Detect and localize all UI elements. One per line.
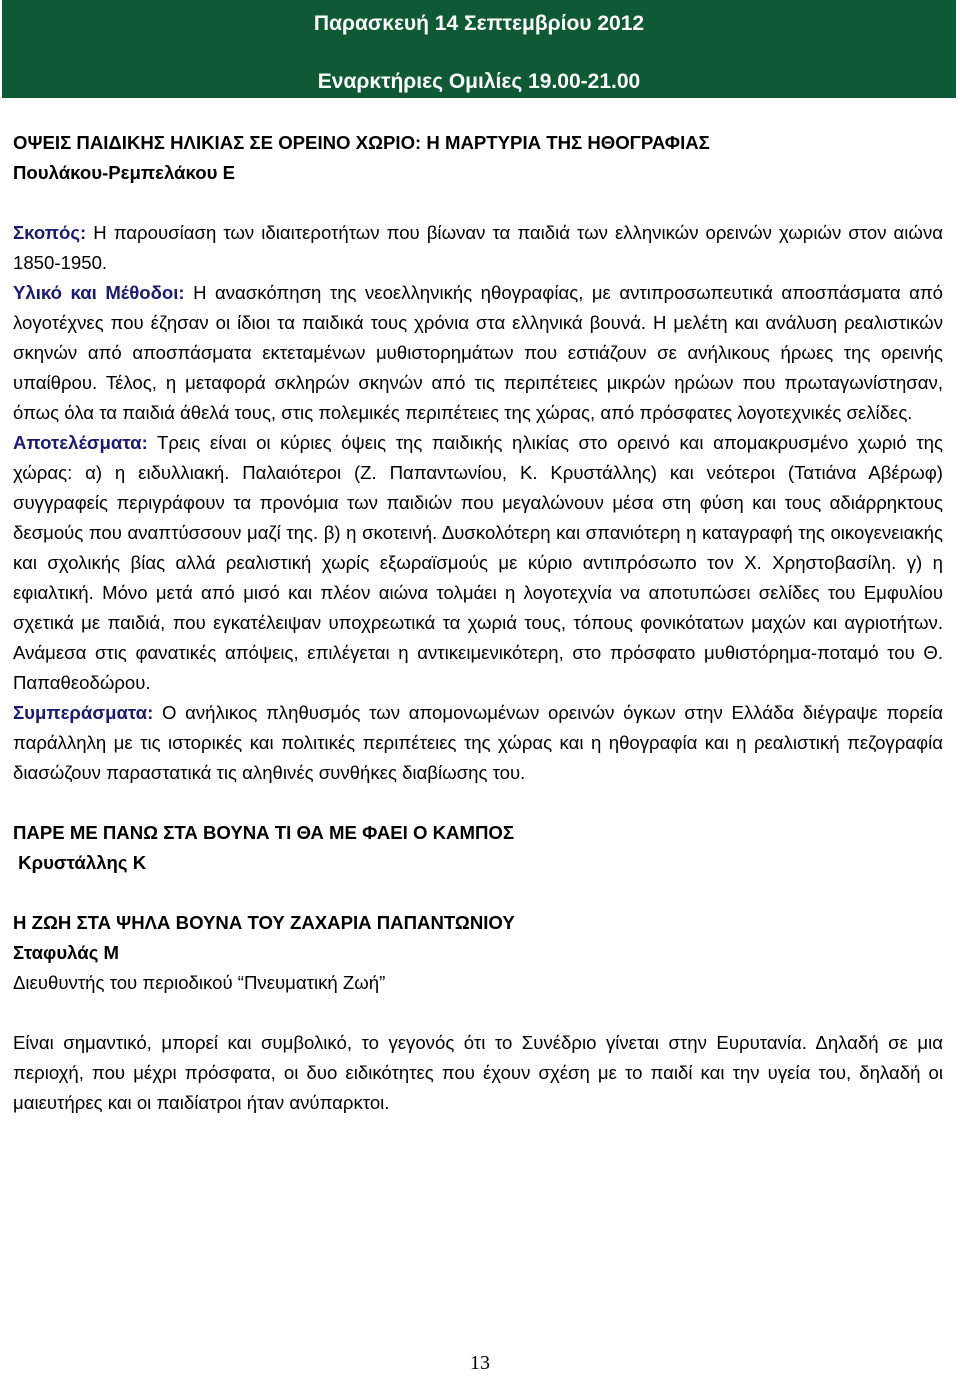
methods-label: Υλικό και Μέθοδοι: <box>13 282 185 303</box>
paper1-conclusions <box>13 698 943 788</box>
paper1-results <box>13 428 943 698</box>
conclusions-text: Ο ανήλικος πληθυσμός των απομονωμένων ορεινών όγκων στην Ελλάδα διέγραψε πορεία παράλληλη με τις ιστορικές και πολιτικές περιπέτειες της χώρας και η ηθογραφία και η ρεαλιστική πεζογραφία διασώζουν παραστατικά τις αληθινές συνθήκες διαβίωσης του. <box>13 702 943 783</box>
header-banner <box>2 0 956 98</box>
spacer <box>13 878 943 908</box>
paper3-body: Είναι σημαντικό, μπορεί και συμβολικό, το γεγονός ότι το Συνέδριο γίνεται στην Ευρυτανία. Δηλαδή σε μια περιοχή, που μέχρι πρόσφατα, οι δυο ειδικότητες που έχουν σχέση με το παιδί και την υγεία του, δηλαδή οι μαιευτήρες και οι παιδίατροι ήταν ανύπαρκτοι. <box>13 1032 943 1113</box>
conclusions-label: Συμπεράσματα: <box>13 702 154 723</box>
paper2-author: Κρυστάλλης Κ <box>13 852 147 873</box>
spacer <box>13 788 943 818</box>
paper1-author: Πουλάκου-Ρεμπελάκου Ε <box>13 162 235 183</box>
paper1-aim <box>13 218 943 278</box>
paper3-author: Σταφυλάς Μ <box>13 942 120 963</box>
paper1-methods <box>13 278 943 428</box>
paper2-title: ΠΑΡΕ ΜΕ ΠΑΝΩ ΣΤΑ ΒΟΥΝΑ ΤΙ ΘΑ ΜΕ ΦΑΕΙ Ο ΚΑΜΠΟΣ <box>13 822 515 843</box>
paper3-affiliation: Διευθυντής του περιοδικού “Πνευματική Ζωή” <box>13 972 386 993</box>
document-body <box>13 128 943 1118</box>
spacer <box>13 188 943 218</box>
header-date: Παρασκευή 14 Σεπτεμβρίου 2012 <box>313 12 645 35</box>
header-session: Εναρκτήριες Ομιλίες 19.00-21.00 <box>317 70 641 93</box>
aim-label: Σκοπός: <box>13 222 87 243</box>
methods-text: Η ανασκόπηση της νεοελληνικής ηθογραφίας, με αντιπροσωπευτικά αποσπάσματα από λογοτέχνες που έζησαν οι ίδιοι τα παιδικά τους χρόνια στα ελληνικά βουνά. Η μελέτη και ανάλυση ρεαλιστικών σκηνών από αποσπάσματα εκτεταμένων μυθιστορημάτων που εστιάζουν σε ανήλικους ήρωες της ορεινής υπαίθρου. Τέλος, η μεταφορά σκληρών σκηνών από τις περιπέτειες μικρών ηρώων που πρωταγωνίστησαν, όπως όλα τα παιδιά άθελά τους, στις πολεμικές περιπέτειες της χώρας, από πρόσφατες λογοτεχνικές σελίδες. <box>13 282 943 423</box>
results-label: Αποτελέσματα: <box>13 432 148 453</box>
results-text: Τρεις είναι οι κύριες όψεις της παιδικής ηλικίας στο ορεινό και απομακρυσμένο χωριό της χώρας: α) η ειδυλλιακή. Παλαιότεροι (Ζ. Παπαντωνίου, Κ. Κρυστάλλης) και νεότεροι (Τατιάνα Αβέρωφ) συγγραφείς περιγράφουν τα προνόμια των παιδιών που μεγαλώνουν μέσα στη φύση και τους αδιάρρηκτους δεσμούς που αναπτύσσουν μαζί της. β) η σκοτεινή. Δυσκολότερη και σπανιότερη η καταγραφή της οικογενειακής και σχολικής βίας αλλά ρεαλιστική χωρίς εξωραϊσμούς με κύριο αντιπρόσωπο τον Χ. Χρηστοβασίλη. γ) η εφιαλτική. Μόνο μετά από μισό και πλέον αιώνα τολμάει η λογοτεχνία να αποτυπώσει σελίδες του Εμφυλίου σχετικά με παιδιά, που εγκατέλειψαν υποχρεωτικά τα χωριά τους, τόπους φονικότατων μαχών και αγριοτήτων. Ανάμεσα στις φανατικές απόψεις, επιλέγεται η αντικειμενικότερη, στο πρόσφατο μυθιστόρημα-ποταμό του Θ. Παπαθεοδώρου. <box>13 432 943 693</box>
aim-text: Η παρουσίαση των ιδιαιτεροτήτων που βίωναν τα παιδιά των ελληνικών ορεινών χωριών στον αιώνα 1850-1950. <box>13 222 943 273</box>
page-number: 13 <box>470 1352 490 1374</box>
paper1-title: ΟΨΕΙΣ ΠΑΙΔΙΚΗΣ ΗΛΙΚΙΑΣ ΣΕ ΟΡΕΙΝΟ ΧΩΡΙΟ: Η ΜΑΡΤΥΡΙΑ ΤΗΣ ΗΘΟΓΡΑΦΙΑΣ <box>13 132 710 153</box>
paper3-title: Η ΖΩΗ ΣΤΑ ΨΗΛΑ ΒΟΥΝΑ ΤΟΥ ΖΑΧΑΡΙΑ ΠΑΠΑΝΤΩΝΙΟΥ <box>13 912 515 933</box>
spacer <box>13 998 943 1028</box>
